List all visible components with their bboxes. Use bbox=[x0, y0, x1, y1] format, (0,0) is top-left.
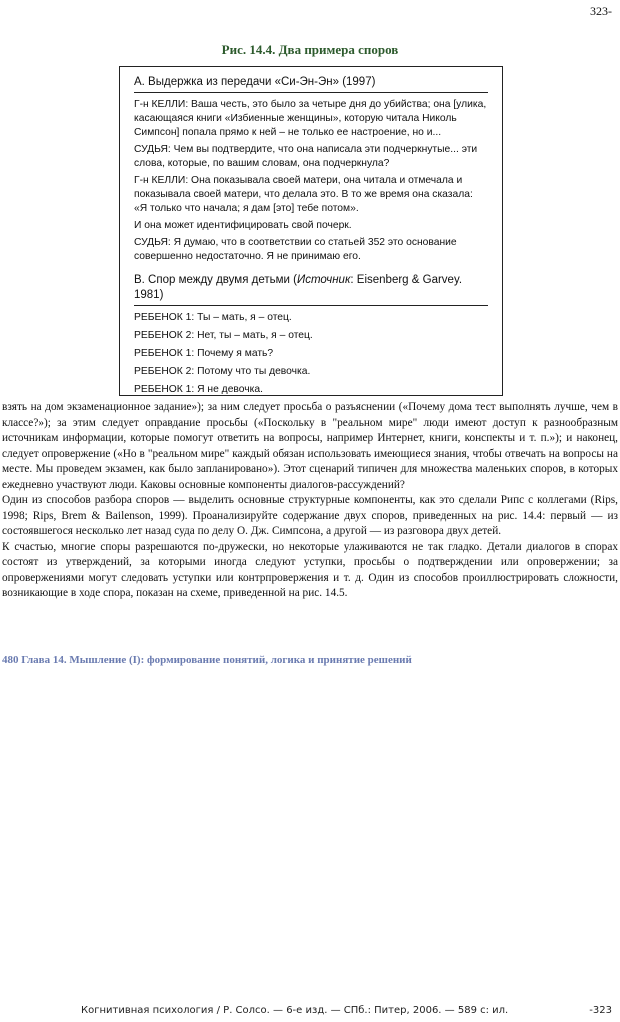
dialogue-line: Г-н КЕЛЛИ: Она показывала своей матери, она читала и отмечала и показывала своей матери, что делала это. В то же время она сказала: «Я только что начала; я дам [это] тебе потом». bbox=[134, 175, 473, 214]
section-b-prefix: В. Спор между двумя детьми ( bbox=[134, 274, 297, 286]
child-line: РЕБЕНОК 1: Ты – мать, я – отец. bbox=[134, 312, 292, 323]
child-line: РЕБЕНОК 2: Нет, ты – мать, я – отец. bbox=[134, 330, 313, 341]
top-page-number: 323- bbox=[590, 4, 612, 18]
section-b-title bbox=[134, 273, 488, 306]
section-b-source-label: Источник bbox=[296, 274, 351, 286]
chapter-running-header: 480 Глава 14. Мышление (I): формирование понятий, логика и принятие решений bbox=[2, 654, 412, 666]
child-dialogue bbox=[134, 311, 488, 397]
section-b-suffix: : Eisenberg & Garvey. 1981) bbox=[134, 274, 463, 301]
paragraph: Один из способов разбора споров — выделить основные структурные компоненты, как это сделали Рипс с коллегами (Rips, 1998; Rips, Brem & Bailenson, 1999). Проанализируйте содержание двух споров, приведенных на рис. 14.4: первый — из состоявшегося несколько лет назад суда по делу О. Дж. Симпсона, а другой — из разговора двух детей. bbox=[2, 494, 618, 537]
court-dialogue bbox=[134, 98, 488, 264]
footer-citation: Когнитивная психология / Р. Солсо. — 6-е изд. — СПб.: Питер, 2006. — 589 с: ил. bbox=[81, 1005, 509, 1016]
dialogue-line: И она может идентифицировать свой почерк. bbox=[134, 220, 352, 231]
paragraph: взять на дом экзаменационное задание»); за ним следует просьба о разъяснении («Почему дома тест выполнять лучше, чем в классе?»); за этим следует оправдание просьбы («Поскольку в "реальном мире" люди имеют доступ к разнообразным источникам информации, которые помогут ответить на вопросы, например Интернет, книги, конспекты и т. п.»); и наконец, следует опровержение («Но в "реальном мире" каждый обязан использовать имеющиеся знания, чтобы отвечать на вопросы на месте. Мы проведем экзамен, как было запланировано»). Этот сценарий типичен для множества маленьких споров, в которых ежедневно участвуют люди. Каковы основные компоненты диалогов-рассуждений? bbox=[2, 401, 618, 491]
paragraph: К счастью, многие споры разрешаются по-дружески, но некоторые улаживаются не так гладко. Детали диалогов в спорах состоят из утверждений, за которыми иногда следуют уступки, просьбы о подтверждении или опровержении; за опровержениями могут следовать уступки или контрпровержения и т. д. Один из способов проиллюстрировать сложности, возникающие в ходе спора, показан на схеме, приведенной на рис. 14.5. bbox=[2, 540, 618, 599]
figure-box bbox=[119, 66, 503, 396]
dialogue-line: СУДЬЯ: Чем вы подтвердите, что она написала эти подчеркнутые... эти слова, которые, по вашим словам, она подчеркнула? bbox=[134, 144, 478, 169]
section-a-title: А. Выдержка из передачи «Си-Эн-Эн» (1997) bbox=[134, 75, 488, 93]
dialogue-line: Г-н КЕЛЛИ: Ваша честь, это было за четыре дня до убийства; она [улика, касающаяся книги «Избиенные женщины», которую читала Николь Симпсон] попала прямо к ней – не только ее настроение, но и... bbox=[134, 99, 487, 138]
child-line: РЕБЕНОК 1: Я не девочка. bbox=[134, 384, 263, 395]
child-line: РЕБЕНОК 2: Потому что ты девочка. bbox=[134, 366, 311, 377]
dialogue-line: СУДЬЯ: Я думаю, что в соответствии со статьей 352 это основание совершенно недостаточно. Я не принимаю его. bbox=[134, 237, 457, 262]
child-line: РЕБЕНОК 1: Почему я мать? bbox=[134, 348, 274, 359]
footer-page-number: -323 bbox=[589, 1005, 612, 1016]
body-text bbox=[2, 400, 618, 602]
figure-title: Рис. 14.4. Два примера споров bbox=[221, 42, 399, 57]
